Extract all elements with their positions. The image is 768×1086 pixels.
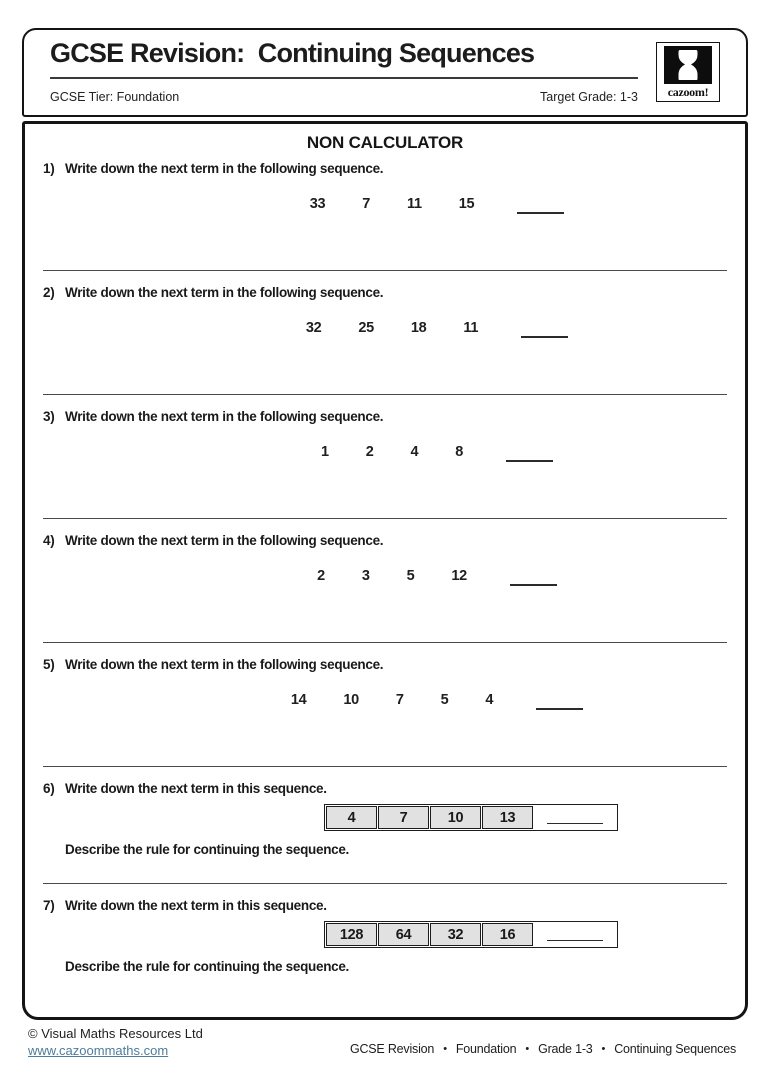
question-number: 2) [43, 285, 55, 300]
question-7 [43, 897, 727, 976]
bullet-separator: • [443, 1043, 447, 1055]
title-underline [50, 77, 638, 79]
sequence-terms [95, 690, 768, 710]
question-1 [43, 160, 727, 271]
question-prompt [43, 284, 727, 302]
question-number: 3) [43, 409, 55, 424]
worksheet-header [22, 28, 748, 117]
sequence-term: 5 [440, 692, 449, 708]
question-5 [43, 656, 727, 767]
breadcrumb-item: Grade 1-3 [538, 1042, 593, 1056]
sequence-terms [95, 318, 768, 338]
sequence-term: 33 [309, 196, 326, 212]
sequence-term: 11 [407, 196, 422, 212]
question-prompt [43, 897, 727, 915]
question-divider [43, 518, 727, 519]
sequence-term: 18 [410, 320, 427, 336]
answer-blank[interactable] [517, 197, 564, 214]
worksheet-body [22, 121, 748, 1020]
page-title: GCSE Revision: Continuing Sequences [50, 38, 535, 68]
answer-blank[interactable] [506, 445, 553, 462]
sequence-term: 14 [290, 692, 307, 708]
copyright-text: © Visual Maths Resources Ltd [28, 1026, 203, 1041]
question-prompt [43, 532, 727, 550]
bullet-separator: • [601, 1043, 606, 1055]
sequence-terms [95, 566, 768, 586]
sequence-term: 7 [395, 692, 404, 708]
sequence-table [324, 921, 618, 948]
question-prompt-text: Write down the next term in the following sequence. [65, 533, 384, 548]
sequence-cell: 128 [326, 923, 377, 946]
sequence-term: 15 [458, 196, 475, 212]
sequence-term: 32 [305, 320, 322, 336]
sequence-table [324, 804, 618, 831]
question-number: 7) [43, 898, 55, 913]
cazoom-logo [656, 42, 720, 102]
sequence-cell: 4 [326, 806, 377, 829]
sequence-term: 10 [343, 692, 359, 708]
sequence-cell: 64 [378, 923, 429, 946]
question-prompt [43, 408, 727, 426]
question-number: 5) [43, 657, 55, 672]
answer-blank[interactable] [510, 569, 557, 586]
sequence-term: 11 [463, 320, 479, 336]
question-prompt-text: Write down the next term in this sequence. [65, 781, 327, 796]
question-prompt-text: Write down the next term in the following sequence. [65, 285, 384, 300]
rule-prompt: Describe the rule for continuing the sequence. [65, 842, 350, 857]
section-heading: NON CALCULATOR [306, 133, 464, 152]
answer-blank[interactable] [521, 321, 568, 338]
tier-label: GCSE Tier: Foundation [50, 90, 180, 104]
question-prompt [43, 780, 727, 798]
question-3 [43, 408, 727, 519]
answer-blank [547, 823, 603, 824]
sequence-term: 2 [365, 444, 374, 460]
question-number: 1) [43, 161, 55, 176]
sequence-term: 3 [361, 568, 370, 584]
answer-cell[interactable] [534, 806, 615, 829]
breadcrumb-item: Foundation [455, 1042, 517, 1056]
footer-breadcrumb [350, 1042, 736, 1056]
question-prompt-text: Write down the next term in this sequence. [65, 898, 327, 913]
rule-prompt: Describe the rule for continuing the sequence. [65, 959, 350, 974]
sequence-table-row [129, 804, 768, 831]
question-prompt [43, 160, 727, 178]
target-grade-label: Target Grade: 1-3 [540, 90, 638, 104]
sequence-term: 8 [455, 444, 464, 460]
sequence-cell: 16 [482, 923, 533, 946]
logo-wordmark: cazoom! [667, 85, 709, 99]
question-divider [43, 883, 727, 884]
sequence-term: 5 [406, 568, 415, 584]
question-2 [43, 284, 727, 395]
question-divider [43, 642, 727, 643]
sequence-term: 12 [451, 568, 467, 584]
question-prompt-text: Write down the next term in the following sequence. [65, 161, 384, 176]
question-divider [43, 270, 727, 271]
answer-cell[interactable] [534, 923, 615, 946]
sequence-cell: 13 [482, 806, 533, 829]
question-divider [43, 766, 727, 767]
sequence-terms [95, 194, 768, 214]
website-link[interactable]: www.cazoommaths.com [28, 1043, 169, 1058]
sequence-term: 1 [320, 444, 329, 460]
sequence-term: 7 [362, 196, 371, 212]
question-number: 6) [43, 781, 55, 796]
question-prompt-text: Write down the next term in the following sequence. [65, 409, 384, 424]
sequence-cell: 32 [430, 923, 481, 946]
sequence-term: 4 [485, 692, 494, 708]
question-divider [43, 394, 727, 395]
sequence-term: 4 [410, 444, 419, 460]
question-prompt-text: Write down the next term in the following sequence. [65, 657, 384, 672]
answer-blank[interactable] [536, 693, 583, 710]
sequence-cell: 7 [378, 806, 429, 829]
sequence-term: 25 [358, 320, 374, 336]
breadcrumb-item: Continuing Sequences [614, 1042, 736, 1056]
sequence-terms [95, 442, 768, 462]
sequence-term: 2 [317, 568, 325, 584]
answer-blank [547, 940, 603, 941]
question-4 [43, 532, 727, 643]
question-number: 4) [43, 533, 55, 548]
question-prompt [43, 656, 727, 674]
question-6 [43, 780, 727, 884]
footer-left [28, 1025, 203, 1059]
sequence-table-row [129, 921, 768, 948]
hourglass-icon [664, 46, 712, 84]
breadcrumb-item: GCSE Revision [349, 1042, 435, 1056]
bullet-separator: • [525, 1043, 530, 1055]
sequence-cell: 10 [430, 806, 481, 829]
